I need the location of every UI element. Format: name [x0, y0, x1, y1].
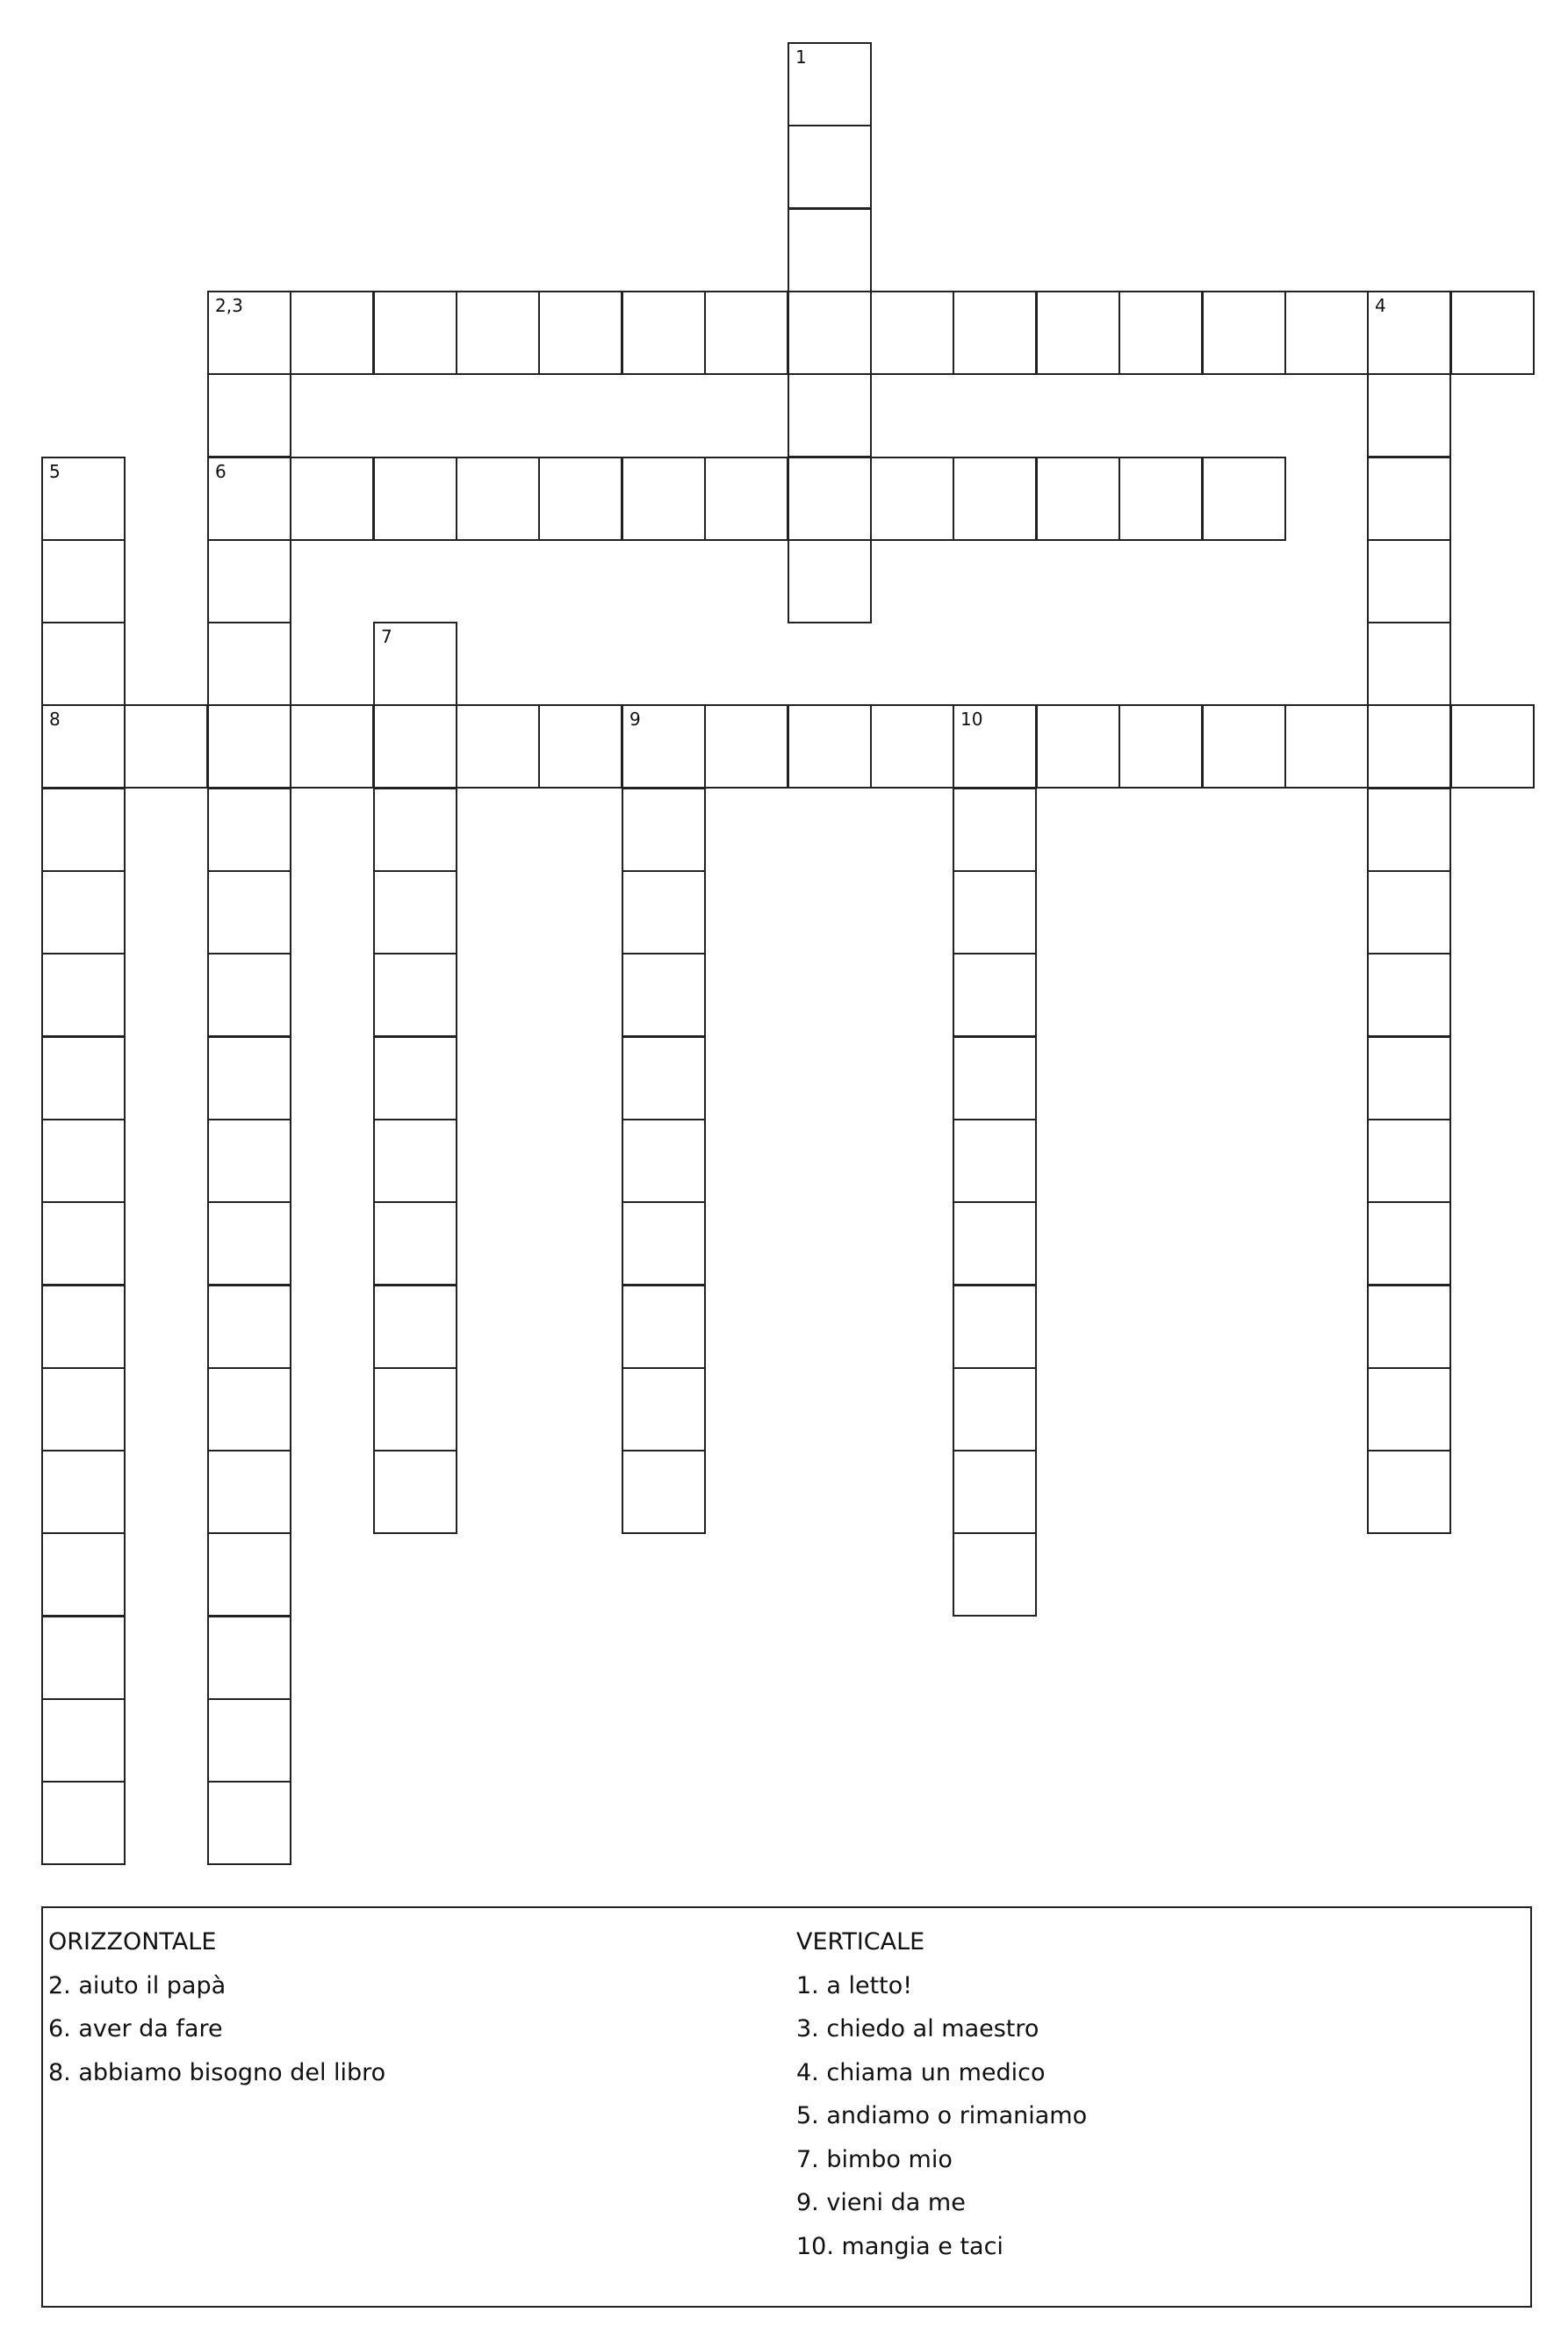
grid-cell[interactable] [1367, 1119, 1451, 1203]
grid-cell[interactable] [1202, 291, 1286, 375]
grid-cell[interactable] [290, 704, 374, 789]
across-clues [48, 1920, 385, 2094]
grid-cell[interactable] [1367, 870, 1451, 954]
grid-cell[interactable] [207, 1698, 291, 1783]
grid-cell[interactable] [207, 1036, 291, 1120]
grid-cell[interactable] [1367, 457, 1451, 541]
grid-cell[interactable] [1367, 622, 1451, 706]
grid-cell[interactable] [1367, 788, 1451, 872]
grid-cell[interactable] [41, 704, 126, 789]
grid-cell[interactable] [207, 1201, 291, 1286]
grid-cell[interactable] [1367, 1450, 1451, 1534]
grid-cell[interactable] [538, 291, 622, 375]
grid-cell[interactable] [788, 373, 872, 457]
grid-cell[interactable] [870, 704, 954, 789]
grid-cell[interactable] [788, 704, 872, 789]
grid-cell[interactable] [207, 1781, 291, 1865]
grid-cell[interactable] [622, 1450, 706, 1534]
grid-cell[interactable] [41, 622, 126, 706]
clue-number: 6 [215, 461, 227, 482]
grid-cell[interactable] [41, 1698, 126, 1783]
down-clue-5: 5. andiamo o rimaniamo [796, 2102, 1088, 2129]
grid-cell[interactable] [1036, 704, 1120, 789]
grid-cell[interactable] [1118, 291, 1203, 375]
grid-cell[interactable] [373, 1450, 457, 1534]
grid-cell[interactable] [207, 1119, 291, 1203]
grid-cell[interactable] [704, 704, 788, 789]
grid-cell[interactable] [41, 1367, 126, 1451]
grid-cell[interactable] [207, 870, 291, 954]
grid-cell[interactable] [788, 457, 872, 541]
grid-cell[interactable] [1036, 457, 1120, 541]
clue-number: 5 [49, 461, 61, 482]
grid-cell[interactable] [953, 1532, 1037, 1617]
grid-cell[interactable] [1036, 291, 1120, 375]
grid-cell[interactable] [953, 788, 1037, 872]
grid-cell[interactable] [41, 1036, 126, 1120]
clue-number: 9 [629, 709, 641, 730]
grid-cell[interactable] [41, 953, 126, 1037]
across-clue-2: 2. aiuto il papà [48, 1971, 227, 1999]
grid-cell[interactable] [456, 704, 540, 789]
grid-cell[interactable] [870, 457, 954, 541]
grid-cell[interactable] [373, 291, 457, 375]
grid-cell[interactable] [953, 291, 1037, 375]
grid-cell[interactable] [207, 1367, 291, 1451]
grid-cell[interactable] [41, 539, 126, 623]
grid-cell[interactable] [622, 457, 706, 541]
grid-cell[interactable] [953, 1285, 1037, 1369]
down-heading: VERTICALE [796, 1928, 925, 1956]
grid-cell[interactable] [538, 704, 622, 789]
grid-cell[interactable] [207, 457, 291, 541]
grid-cell[interactable] [41, 1532, 126, 1617]
grid-cell[interactable] [41, 1119, 126, 1203]
grid-cell[interactable] [788, 539, 872, 623]
grid-cell[interactable] [622, 870, 706, 954]
grid-cell[interactable] [207, 788, 291, 872]
down-clue-4: 4. chiama un medico [796, 2058, 1046, 2086]
clue-number: 2,3 [215, 295, 243, 316]
grid-cell[interactable] [953, 457, 1037, 541]
grid-cell[interactable] [622, 1119, 706, 1203]
grid-cell[interactable] [1367, 704, 1451, 789]
grid-cell[interactable] [1367, 539, 1451, 623]
across-clue-8: 8. abbiamo bisogno del libro [48, 2058, 386, 2086]
grid-cell[interactable] [373, 1036, 457, 1120]
grid-cell[interactable] [1202, 704, 1286, 789]
grid-cell[interactable] [41, 1616, 126, 1700]
grid-cell[interactable] [41, 788, 126, 872]
grid-cell[interactable] [1367, 1367, 1451, 1451]
grid-cell[interactable] [1367, 1201, 1451, 1286]
grid-cell[interactable] [373, 1367, 457, 1451]
grid-cell[interactable] [373, 622, 457, 706]
grid-cell[interactable] [373, 704, 457, 789]
down-clue-1: 1. a letto! [796, 1971, 913, 1999]
grid-cell[interactable] [373, 870, 457, 954]
grid-cell[interactable] [373, 1119, 457, 1203]
grid-cell[interactable] [290, 457, 374, 541]
grid-cell[interactable] [41, 1450, 126, 1534]
grid-cell[interactable] [456, 291, 540, 375]
grid-cell[interactable] [207, 291, 291, 375]
down-clue-7: 7. bimbo mio [796, 2145, 953, 2173]
across-clue-6: 6. aver da fare [48, 2015, 223, 2042]
grid-cell[interactable] [373, 457, 457, 541]
grid-cell[interactable] [953, 953, 1037, 1037]
grid-cell[interactable] [373, 953, 457, 1037]
grid-cell[interactable] [622, 953, 706, 1037]
grid-cell[interactable] [788, 42, 872, 126]
grid-cell[interactable] [622, 1285, 706, 1369]
grid-cell[interactable] [622, 1036, 706, 1120]
grid-cell[interactable] [1450, 291, 1535, 375]
grid-cell[interactable] [704, 291, 788, 375]
grid-cell[interactable] [373, 1201, 457, 1286]
grid-cell[interactable] [207, 1285, 291, 1369]
clue-number: 10 [960, 709, 983, 730]
grid-cell[interactable] [1450, 704, 1535, 789]
grid-cell[interactable] [373, 1285, 457, 1369]
grid-cell[interactable] [1367, 953, 1451, 1037]
clue-number: 4 [1375, 295, 1386, 316]
grid-cell[interactable] [704, 457, 788, 541]
grid-cell[interactable] [953, 870, 1037, 954]
down-clue-9: 9. vieni da me [796, 2189, 966, 2216]
grid-cell[interactable] [207, 539, 291, 623]
clue-number: 7 [381, 626, 392, 647]
grid-cell[interactable] [124, 704, 208, 789]
down-clues [796, 1920, 1087, 2268]
clues-box [41, 1906, 1532, 2308]
grid-cell[interactable] [207, 373, 291, 457]
grid-cell[interactable] [41, 1201, 126, 1286]
grid-cell[interactable] [538, 457, 622, 541]
grid-cell[interactable] [207, 953, 291, 1037]
grid-cell[interactable] [41, 1781, 126, 1865]
grid-cell[interactable] [622, 291, 706, 375]
grid-cell[interactable] [1367, 373, 1451, 457]
down-clue-3: 3. chiedo al maestro [796, 2015, 1039, 2042]
grid-cell[interactable] [953, 704, 1037, 789]
grid-cell[interactable] [207, 1450, 291, 1534]
grid-cell[interactable] [953, 1036, 1037, 1120]
grid-cell[interactable] [41, 870, 126, 954]
grid-cell[interactable] [870, 291, 954, 375]
grid-cell[interactable] [290, 291, 374, 375]
grid-cell[interactable] [1367, 1036, 1451, 1120]
grid-cell[interactable] [207, 1532, 291, 1617]
grid-cell[interactable] [953, 1367, 1037, 1451]
down-clue-10: 10. mangia e taci [796, 2232, 1003, 2260]
grid-cell[interactable] [788, 208, 872, 292]
grid-cell[interactable] [207, 622, 291, 706]
grid-cell[interactable] [1284, 704, 1369, 789]
grid-cell[interactable] [1118, 704, 1203, 789]
grid-cell[interactable] [207, 1616, 291, 1700]
grid-cell[interactable] [953, 1450, 1037, 1534]
grid-cell[interactable] [1118, 457, 1203, 541]
grid-cell[interactable] [41, 1285, 126, 1369]
grid-cell[interactable] [622, 788, 706, 872]
grid-cell[interactable] [1367, 291, 1451, 375]
grid-cell[interactable] [953, 1119, 1037, 1203]
grid-cell[interactable] [788, 125, 872, 209]
grid-cell[interactable] [622, 704, 706, 789]
grid-cell[interactable] [41, 457, 126, 541]
clue-number: 1 [795, 47, 807, 68]
across-heading: ORIZZONTALE [48, 1928, 217, 1956]
grid-cell[interactable] [1202, 457, 1286, 541]
grid-cell[interactable] [622, 1201, 706, 1286]
grid-cell[interactable] [373, 788, 457, 872]
grid-cell[interactable] [953, 1201, 1037, 1286]
grid-cell[interactable] [207, 704, 291, 789]
grid-cell[interactable] [622, 1367, 706, 1451]
grid-cell[interactable] [788, 291, 872, 375]
grid-cell[interactable] [456, 457, 540, 541]
grid-cell[interactable] [1367, 1285, 1451, 1369]
clue-number: 8 [49, 709, 61, 730]
grid-cell[interactable] [1284, 291, 1369, 375]
